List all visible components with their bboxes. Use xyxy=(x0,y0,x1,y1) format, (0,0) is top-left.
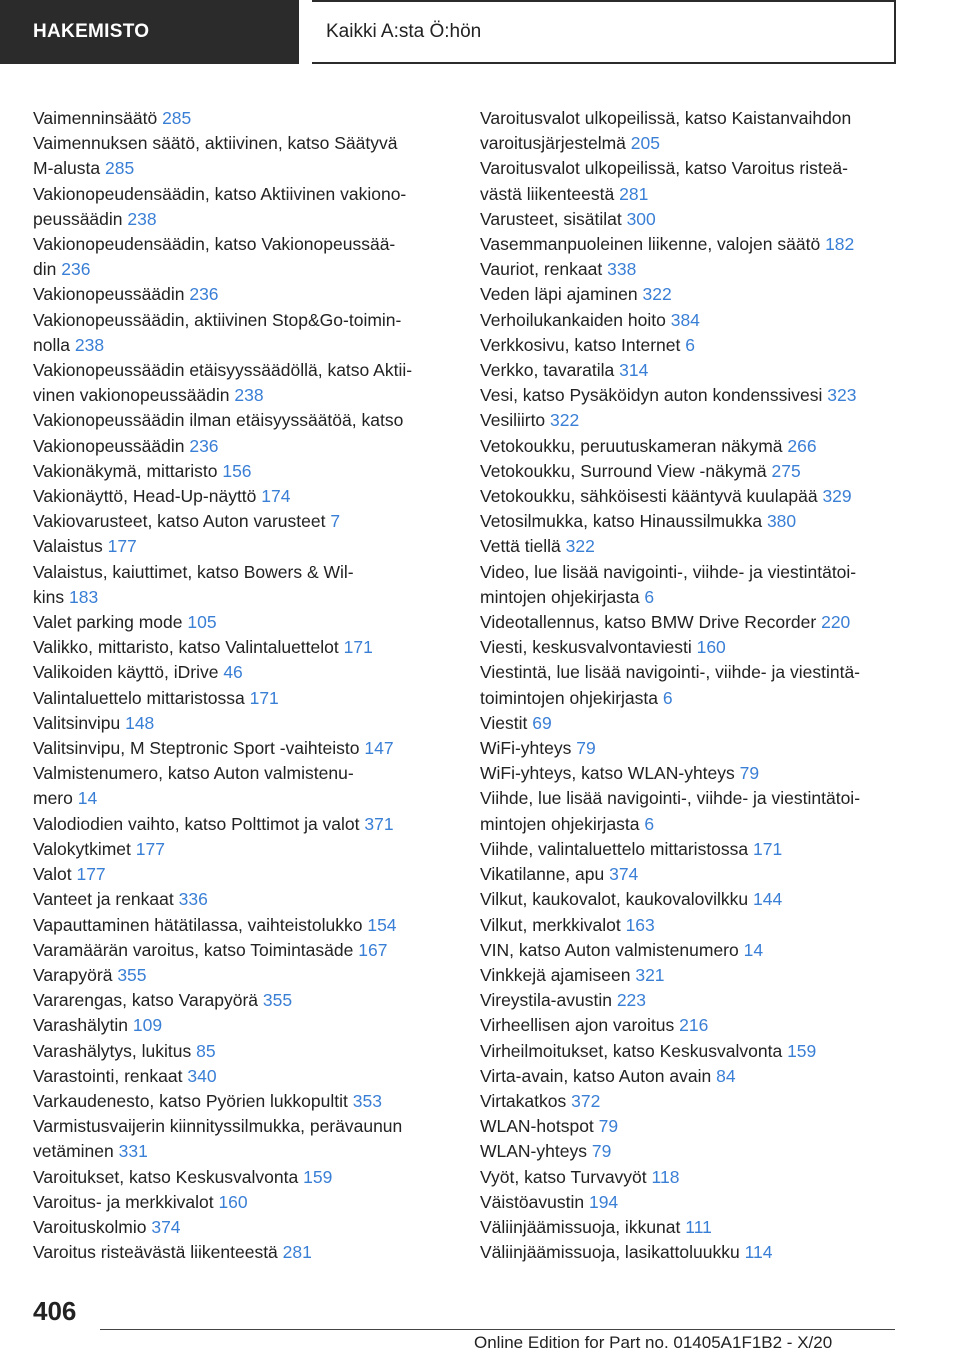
index-entry xyxy=(480,887,900,912)
index-entry-text: Väliinjäämissuoja, lasikattoluukku xyxy=(480,1242,740,1263)
index-entry-text: Vakionopeussäädin etäisyyssäädöllä, katso Aktii- xyxy=(33,360,413,381)
index-entry-text: Vakionopeussäädin, aktiivinen Stop&Go-toimin- xyxy=(33,309,402,330)
index-entry-text: Verhoilukankaiden hoito xyxy=(480,309,666,330)
index-entry-text: Vireystila-avustin xyxy=(480,990,612,1011)
index-entry xyxy=(33,963,453,988)
index-entry-text: Virheilmoitukset, katso Keskusvalvonta xyxy=(480,1040,783,1061)
index-entry-text: Vasemmanpuoleinen liikenne, valojen säätö xyxy=(480,234,821,255)
index-page-link[interactable]: 216 xyxy=(679,1015,709,1036)
index-entry xyxy=(480,660,900,685)
index-entry xyxy=(480,408,900,433)
index-entry-text: Viesti, keskusvalvontaviesti xyxy=(480,637,692,658)
index-entry xyxy=(33,1089,453,1114)
index-page-link[interactable]: 322 xyxy=(550,410,580,431)
index-entry-text: WiFi-yhteys, katso WLAN-yhteys xyxy=(480,763,735,784)
index-page-link[interactable]: 340 xyxy=(187,1065,217,1086)
index-entry xyxy=(33,736,453,761)
index-page-link[interactable]: 46 xyxy=(223,662,243,683)
index-page-link[interactable]: 374 xyxy=(151,1216,181,1237)
index-page-link[interactable]: 79 xyxy=(739,763,760,784)
index-entry-text: Valet parking mode xyxy=(33,612,183,633)
index-entry xyxy=(480,862,900,887)
index-entry xyxy=(480,534,900,559)
index-page-link[interactable]: 156 xyxy=(222,460,252,481)
index-entry xyxy=(480,988,900,1013)
index-entry xyxy=(33,761,453,786)
index-entry-text: Varashälytys, lukitus xyxy=(33,1040,192,1061)
index-entry-text: Virheellisen ajon varoitus xyxy=(480,1015,675,1036)
index-entry xyxy=(480,1013,900,1038)
index-page-link[interactable]: 322 xyxy=(642,284,672,305)
index-entry-text: din xyxy=(33,259,57,280)
index-entry-text: Varmistusvaijerin kiinnityssilmukka, perävaunun xyxy=(33,1116,403,1137)
index-entry xyxy=(33,711,453,736)
index-entry-text: Valikoiden käyttö, iDrive xyxy=(33,662,219,683)
index-entry xyxy=(480,585,900,610)
index-entry xyxy=(480,610,900,635)
index-page-link[interactable]: 236 xyxy=(189,435,219,456)
index-page-link[interactable]: 238 xyxy=(74,334,105,355)
footer-divider xyxy=(100,1329,895,1330)
index-page-link[interactable]: 355 xyxy=(262,990,293,1011)
index-entry-text: Vetokoukku, Surround View -näkymä xyxy=(480,460,767,481)
index-page-link[interactable]: 159 xyxy=(787,1040,817,1061)
index-entry-text: Valikko, mittaristo, katso Valintaluettelot xyxy=(33,637,339,658)
index-entry-text: Vakionopeudensäädin, katso Aktiivinen vakiono- xyxy=(33,183,407,204)
index-entry-text: Varoitusvalot ulkopeilissä, katso Varoitus risteä- xyxy=(480,158,848,179)
page-number: 406 xyxy=(33,1296,77,1326)
index-entry xyxy=(480,686,900,711)
index-entry xyxy=(33,862,453,887)
index-tab-label: HAKEMISTO xyxy=(33,21,150,42)
index-entry-text: Varoitusvalot ulkopeilissä, katso Kaistanvaihdon xyxy=(480,108,852,128)
index-entry-text: västä liikenteestä xyxy=(480,183,615,204)
index-entry xyxy=(33,786,453,811)
index-page-link[interactable]: 323 xyxy=(827,385,857,406)
index-entry xyxy=(480,1039,900,1064)
index-page-link[interactable]: 6 xyxy=(662,687,673,708)
index-entry xyxy=(33,660,453,685)
index-page-link[interactable]: 6 xyxy=(685,334,695,355)
index-entry-text: Vakionopeussäädin xyxy=(33,435,185,456)
index-entry-text: nolla xyxy=(33,334,70,355)
index-page-link[interactable]: 266 xyxy=(787,435,817,456)
index-entry xyxy=(480,963,900,988)
index-entry-text: Valitsinvipu xyxy=(33,712,121,733)
index-entry-text: Valintaluettelo mittaristossa xyxy=(33,687,245,708)
index-page-link[interactable]: 371 xyxy=(364,813,394,834)
index-entry-text: Virta-avain, katso Auton avain xyxy=(480,1065,712,1086)
index-entry-text: Vararengas, katso Varapyörä xyxy=(33,990,259,1011)
index-entry-text: Viihde, valintaluettelo mittaristossa xyxy=(480,838,749,859)
index-entry-text: WLAN-hotspot xyxy=(480,1116,594,1137)
index-entry xyxy=(480,938,900,963)
index-entry xyxy=(480,131,900,156)
index-page-link[interactable]: 111 xyxy=(685,1216,712,1237)
index-page-link[interactable]: 171 xyxy=(343,637,373,658)
index-page-link[interactable]: 338 xyxy=(607,259,637,280)
index-page-link[interactable]: 331 xyxy=(118,1141,148,1162)
index-page-link[interactable]: 236 xyxy=(189,284,219,305)
index-entry-text: mintojen ohjekirjasta xyxy=(480,813,640,834)
index-entry-text: Varastointi, renkaat xyxy=(33,1065,183,1086)
index-entry xyxy=(33,938,453,963)
index-page-link[interactable]: 118 xyxy=(651,1166,680,1187)
index-entry xyxy=(33,383,453,408)
index-entry xyxy=(33,333,453,358)
index-entry-text: Vakionäyttö, Head-Up-näyttö xyxy=(33,486,257,507)
index-page-link[interactable]: 160 xyxy=(218,1191,248,1212)
index-page-link[interactable]: 7 xyxy=(330,511,341,532)
index-entry-text: Vetokoukku, sähköisesti kääntyvä kuulapää xyxy=(480,486,818,507)
index-entry-text: Valaistus, kaiuttimet, katso Bowers & Wil- xyxy=(33,561,354,582)
index-page-link[interactable]: 167 xyxy=(358,939,388,960)
index-entry xyxy=(480,257,900,282)
index-entry xyxy=(480,812,900,837)
index-page-link[interactable]: 14 xyxy=(77,788,98,809)
index-entry-text: Verkko, tavaratila xyxy=(480,360,615,381)
index-entry-text: Vakionäkymä, mittaristo xyxy=(33,460,218,481)
index-page-link[interactable]: 147 xyxy=(364,738,394,759)
index-entry-text: Vetosilmukka, katso Hinaussilmukka xyxy=(480,511,763,532)
index-entry-text: Viihde, lue lisää navigointi-, viihde- ja viestintätoi- xyxy=(480,788,861,809)
index-entry-text: WLAN-yhteys xyxy=(480,1141,587,1162)
index-page-link[interactable]: 353 xyxy=(352,1090,382,1111)
index-entry xyxy=(33,207,453,232)
index-page-link[interactable]: 223 xyxy=(616,990,647,1011)
index-entry-text: Varkaudenesto, katso Pyörien lukkopultit xyxy=(33,1090,348,1111)
index-entry-text: Vetokoukku, peruutuskameran näkymä xyxy=(480,435,783,456)
index-page-link[interactable]: 69 xyxy=(532,712,552,733)
index-page-link[interactable]: 329 xyxy=(822,486,852,507)
index-entry-text: Vakionopeudensäädin, katso Vakionopeussää- xyxy=(33,234,396,255)
index-page-link[interactable]: 285 xyxy=(104,158,135,179)
index-entry-text: Vakiovarusteet, katso Auton varusteet xyxy=(33,511,326,532)
index-page-link[interactable]: 321 xyxy=(635,964,665,985)
index-entry-text: Vilkut, merkkivalot xyxy=(480,914,621,935)
index-page-link[interactable]: 159 xyxy=(303,1166,333,1187)
index-page-link[interactable]: 380 xyxy=(766,511,797,532)
index-entry xyxy=(33,434,453,459)
index-page-link[interactable]: 336 xyxy=(178,889,208,910)
index-entry xyxy=(33,635,453,660)
index-entry-text: Vakionopeussäädin ilman etäisyyssäätöä, katso xyxy=(33,410,404,431)
index-entry xyxy=(33,484,453,509)
index-entry xyxy=(33,509,453,534)
index-entry-text: Vauriot, renkaat xyxy=(480,259,603,280)
index-page-link[interactable]: 374 xyxy=(609,864,639,885)
index-entry-text: Verkkosivu, katso Internet xyxy=(480,334,681,355)
index-entry-text: toimintojen ohjekirjasta xyxy=(480,687,659,708)
index-entry xyxy=(480,1165,900,1190)
index-entry xyxy=(33,988,453,1013)
index-entry-text: Valaistus xyxy=(33,536,103,557)
index-entry-text: Varamäärän varoitus, katso Toimintasäde xyxy=(33,939,354,960)
index-entry-text: Vilkut, kaukovalot, kaukovalovilkku xyxy=(480,889,749,910)
index-entry xyxy=(33,812,453,837)
index-entry-text: Vapauttaminen hätätilassa, vaihteistolukko xyxy=(33,914,363,935)
index-page-link[interactable]: 154 xyxy=(367,914,397,935)
index-entry xyxy=(33,1215,453,1240)
index-entry xyxy=(480,434,900,459)
index-entry-text: Valot xyxy=(33,864,72,885)
index-entry xyxy=(33,156,453,181)
index-entry xyxy=(480,509,900,534)
index-page-link[interactable]: 205 xyxy=(630,133,660,154)
index-entry-text: Vakionopeussäädin xyxy=(33,284,185,305)
index-page-link[interactable]: 372 xyxy=(571,1090,601,1111)
index-entry xyxy=(33,585,453,610)
index-entry xyxy=(33,913,453,938)
index-page-link[interactable]: 236 xyxy=(61,259,91,280)
index-entry xyxy=(33,560,453,585)
index-page-link[interactable]: 79 xyxy=(598,1116,619,1137)
index-entry xyxy=(480,358,900,383)
index-page-link[interactable]: 105 xyxy=(187,612,217,633)
index-entry xyxy=(33,837,453,862)
index-entry-text: Varoituskolmio xyxy=(33,1216,147,1237)
index-page-link[interactable]: 220 xyxy=(821,612,851,633)
index-entry xyxy=(480,282,900,307)
index-entry xyxy=(33,686,453,711)
index-entry xyxy=(480,1139,900,1164)
index-entry-text: Valitsinvipu, M Steptronic Sport -vaihteisto xyxy=(33,738,360,759)
index-entry-text: varoitusjärjestelmä xyxy=(480,133,626,154)
index-entry xyxy=(480,1089,900,1114)
index-entry xyxy=(480,308,900,333)
index-entry-text: Varusteet, sisätilat xyxy=(480,208,622,229)
index-entry-text: Videotallennus, katso BMW Drive Recorder xyxy=(480,612,817,633)
index-entry xyxy=(33,534,453,559)
index-page-link[interactable]: 84 xyxy=(716,1065,736,1086)
index-page-link[interactable]: 14 xyxy=(743,939,764,960)
index-entry xyxy=(33,257,453,282)
index-page-link[interactable]: 238 xyxy=(127,208,157,229)
index-page-link[interactable]: 194 xyxy=(588,1191,619,1212)
index-entry-text: VIN, katso Auton valmistenumero xyxy=(480,939,739,960)
index-page-link[interactable]: 322 xyxy=(565,536,595,557)
index-entry xyxy=(33,1013,453,1038)
index-entry xyxy=(33,610,453,635)
index-entry-text: mintojen ohjekirjasta xyxy=(480,586,640,607)
index-page-link[interactable]: 182 xyxy=(825,234,855,255)
index-entry-text: Vikatilanne, apu xyxy=(480,864,605,885)
index-entry xyxy=(480,383,900,408)
index-entry-text: Väistöavustin xyxy=(480,1191,585,1212)
index-entry-text: Vinkkejä ajamiseen xyxy=(480,964,631,985)
index-column-right xyxy=(480,106,900,1265)
index-entry xyxy=(480,913,900,938)
index-entry-text: Vaimenninsäätö xyxy=(33,108,158,128)
index-page-link[interactable]: 85 xyxy=(196,1040,216,1061)
index-page-link[interactable]: 171 xyxy=(249,687,279,708)
index-entry-text: mero xyxy=(33,788,73,809)
index-entry-text: Vesiliirto xyxy=(480,410,546,431)
index-entry-text: Valmistenumero, katso Auton valmistenu- xyxy=(33,763,354,784)
index-entry xyxy=(33,182,453,207)
index-entry-text: Valodiodien vaihto, katso Polttimot ja valot xyxy=(33,813,360,834)
index-entry xyxy=(480,232,900,257)
index-tab[interactable] xyxy=(0,0,299,64)
index-entry-text: Varoitukset, katso Keskusvalvonta xyxy=(33,1166,299,1187)
index-entry xyxy=(480,333,900,358)
index-page-link[interactable]: 160 xyxy=(696,637,726,658)
index-entry-text: Varapyörä xyxy=(33,964,113,985)
index-entry xyxy=(33,131,453,156)
index-entry xyxy=(480,736,900,761)
index-entry xyxy=(480,1240,900,1265)
index-page-link[interactable]: 238 xyxy=(234,385,264,406)
index-page-link[interactable]: 300 xyxy=(626,208,656,229)
index-page-link[interactable]: 163 xyxy=(625,914,655,935)
index-entry xyxy=(33,358,453,383)
index-entry-text: Varoitus risteävästä liikenteestä xyxy=(33,1242,278,1263)
index-entry-text: Vaimennuksen säätö, aktiivinen, katso Säätyvä xyxy=(33,133,398,154)
index-page-link[interactable]: 109 xyxy=(132,1015,163,1036)
index-entry-text: WiFi-yhteys xyxy=(480,738,572,759)
index-entry xyxy=(480,786,900,811)
index-page-link[interactable]: 144 xyxy=(753,889,783,910)
index-entry-text: Väliinjäämissuoja, ikkunat xyxy=(480,1216,681,1237)
index-entry-text: vetäminen xyxy=(33,1141,114,1162)
index-entry xyxy=(480,156,900,181)
index-entry-text: vinen vakionopeussäädin xyxy=(33,385,230,406)
index-page-link[interactable]: 174 xyxy=(261,486,291,507)
index-entry xyxy=(33,1039,453,1064)
index-page-link[interactable]: 6 xyxy=(644,586,655,607)
index-entry xyxy=(480,1190,900,1215)
index-entry xyxy=(480,635,900,660)
index-entry xyxy=(33,106,453,131)
index-entry xyxy=(33,1240,453,1265)
index-page-link[interactable]: 355 xyxy=(117,964,147,985)
index-entry-text: M-alusta xyxy=(33,158,101,179)
index-page-link[interactable]: 79 xyxy=(591,1141,612,1162)
index-entry xyxy=(480,106,900,131)
index-page-link[interactable]: 148 xyxy=(125,712,155,733)
index-page-link[interactable]: 275 xyxy=(771,460,801,481)
index-page-link[interactable]: 114 xyxy=(744,1242,773,1263)
index-entry-text: Vettä tiellä xyxy=(480,536,561,557)
index-entry xyxy=(33,308,453,333)
index-entry xyxy=(33,1114,453,1139)
index-entry xyxy=(480,207,900,232)
index-entry xyxy=(33,887,453,912)
index-entry-text: Vesi, katso Pysäköidyn auton kondenssivesi xyxy=(480,385,823,406)
index-entry-text: Valokytkimet xyxy=(33,838,131,859)
index-entry-text: Vyöt, katso Turvavyöt xyxy=(480,1166,647,1187)
index-page-link[interactable]: 79 xyxy=(576,738,596,759)
index-entry xyxy=(33,408,453,433)
index-column-left xyxy=(33,106,453,1265)
index-page-link[interactable]: 177 xyxy=(107,536,137,557)
index-entry xyxy=(33,1064,453,1089)
index-entry xyxy=(480,1064,900,1089)
index-entry-text: Viestintä, lue lisää navigointi-, viihde- ja viestintä- xyxy=(480,662,861,683)
index-entry xyxy=(33,232,453,257)
index-entry xyxy=(480,837,900,862)
index-page-link[interactable]: 281 xyxy=(282,1242,312,1263)
index-page-link[interactable]: 6 xyxy=(644,813,655,834)
index-page-link[interactable]: 177 xyxy=(135,838,165,859)
index-entry-text: Viestit xyxy=(480,712,528,733)
index-page-link[interactable]: 183 xyxy=(69,586,99,607)
index-entry xyxy=(480,484,900,509)
index-page-link[interactable]: 314 xyxy=(619,360,649,381)
index-entry-text: kins xyxy=(33,586,65,607)
index-entry-text: peussäädin xyxy=(33,208,123,229)
footer-edition: Online Edition for Part no. 01405A1F1B2 - X/20 xyxy=(474,1333,833,1352)
index-entry xyxy=(480,182,900,207)
index-page-link[interactable]: 171 xyxy=(753,838,783,859)
index-entry xyxy=(33,282,453,307)
index-entry xyxy=(480,1114,900,1139)
index-entry xyxy=(33,459,453,484)
index-page-link[interactable]: 177 xyxy=(76,864,106,885)
section-title xyxy=(312,0,896,64)
index-page-link[interactable]: 384 xyxy=(670,309,700,330)
index-entry xyxy=(480,1215,900,1240)
index-page-link[interactable]: 285 xyxy=(162,108,192,128)
index-entry xyxy=(480,711,900,736)
index-entry-text: Veden läpi ajaminen xyxy=(480,284,638,305)
index-entry xyxy=(480,560,900,585)
index-entry-text: Varashälytin xyxy=(33,1015,129,1036)
index-entry xyxy=(33,1139,453,1164)
section-title-label: Kaikki A:sta Ö:hön xyxy=(326,21,482,42)
index-entry-text: Virtakatkos xyxy=(480,1090,567,1111)
index-entry xyxy=(33,1190,453,1215)
index-entry xyxy=(480,761,900,786)
index-entry xyxy=(480,459,900,484)
index-entry-text: Vanteet ja renkaat xyxy=(33,889,174,910)
index-entry-text: Video, lue lisää navigointi-, viihde- ja viestintätoi- xyxy=(480,561,857,582)
index-entry-text: Varoitus- ja merkkivalot xyxy=(33,1191,214,1212)
index-page-link[interactable]: 281 xyxy=(619,183,649,204)
index-entry xyxy=(33,1165,453,1190)
